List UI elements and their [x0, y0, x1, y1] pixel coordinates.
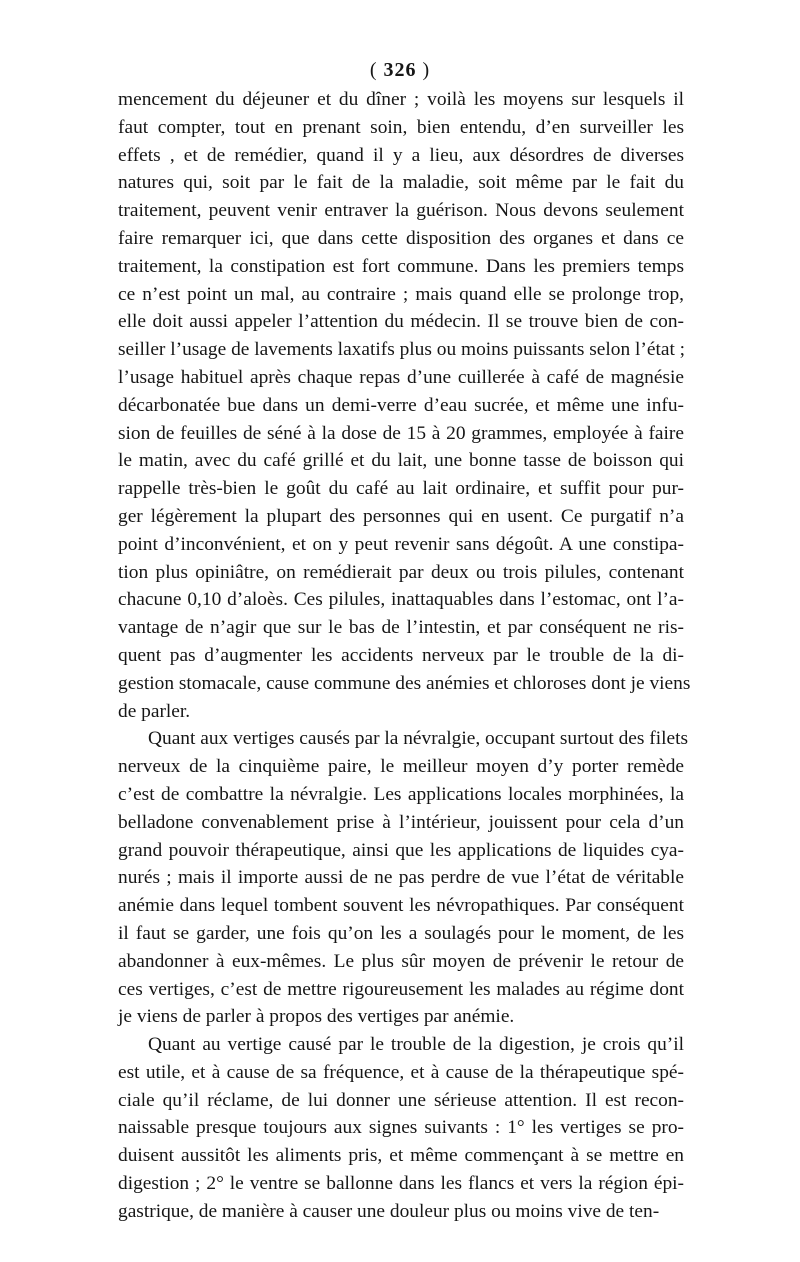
text-line: nurés ; mais il importe aussi de ne pas perdre de vue l’état de véritable — [118, 867, 684, 889]
page-number: ( 326 ) — [369, 59, 431, 81]
text-line: tion plus opiniâtre, on remédierait par deux ou trois pilules, contenant — [118, 561, 684, 583]
text-line: natures qui, soit par le fait de la maladie, soit même par le fait du — [118, 172, 684, 194]
text-line: c’est de combattre la névralgie. Les applications locales morphinées, la — [118, 783, 684, 805]
text-line: duisent aussitôt les aliments pris, et même commençant à se mettre en — [118, 1145, 684, 1167]
text-line: sion de feuilles de séné à la dose de 15 à 20 grammes, employée à faire — [118, 422, 684, 444]
text-line: traitement, la constipation est fort commune. Dans les premiers temps — [118, 255, 684, 277]
text-line: digestion ; 2° le ventre se ballonne dans les flancs et vers la région épi- — [118, 1173, 684, 1195]
text-line: rappelle très-bien le goût du café au lait ordinaire, et suffit pour pur- — [118, 478, 684, 500]
text-line: seiller l’usage de lavements laxatifs plus ou moins puissants selon l’état ; — [118, 339, 686, 361]
text-line: anémie dans lequel tombent souvent les névropathiques. Par conséquent — [118, 895, 684, 917]
text-line: vantage de n’agir que sur le bas de l’intestin, et par conséquent ne ris- — [118, 617, 684, 639]
text-line: elle doit aussi appeler l’attention du médecin. Il se trouve bien de con- — [118, 311, 684, 333]
text-line: gestion stomacale, cause commune des anémies et chloroses dont je viens — [118, 672, 691, 694]
paragraph — [118, 1031, 684, 1226]
text-line: faut compter, tout en prenant soin, bien entendu, d’en surveiller les — [118, 116, 684, 138]
text-line: décarbonatée bue dans un demi-verre d’eau sucrée, et même une infu- — [118, 394, 684, 416]
text-line: ces vertiges, c’est de mettre rigoureusement les malades au régime dont — [118, 978, 684, 1000]
text-line: chacune 0,10 d’aloès. Ces pilules, inattaquables dans l’estomac, ont l’a- — [118, 589, 684, 611]
text-line: naissable presque toujours aux signes suivants : 1° les vertiges se pro- — [118, 1117, 684, 1139]
text-line: est utile, et à cause de sa fréquence, et à cause de la thérapeutique spé- — [118, 1061, 684, 1083]
text-line: il faut se garder, une fois qu’on les a soulagés pour le moment, de les — [118, 922, 684, 944]
text-line: grand pouvoir thérapeutique, ainsi que les applications de liquides cya- — [118, 839, 684, 861]
text-line: ce n’est point un mal, au contraire ; mais quand elle se prolonge trop, — [118, 283, 684, 305]
text-line: ger légèrement la plupart des personnes qui en usent. Ce purgatif n’a — [118, 505, 684, 527]
paragraph — [118, 725, 689, 1031]
text-line: Quant au vertige causé par le trouble de la digestion, je crois qu’il — [148, 1034, 684, 1056]
text-line: belladone convenablement prise à l’intérieur, jouissent pour cela d’un — [118, 811, 684, 833]
text-line: point d’inconvénient, et on y peut revenir sans dégoût. A une constipa- — [118, 533, 684, 555]
paragraph — [118, 86, 691, 725]
text-line: mencement du déjeuner et du dîner ; voilà les moyens sur lesquels il — [118, 89, 684, 110]
page-number-value: 326 — [383, 59, 417, 81]
text-line: l’usage habituel après chaque repas d’une cuillerée à café de magnésie — [118, 366, 684, 388]
text-line: je viens de parler à propos des vertiges par anémie. — [118, 1006, 515, 1028]
text-line: le matin, avec du café grillé et du lait, une bonne tasse de boisson qui — [118, 450, 684, 472]
text-line: de parler. — [118, 700, 191, 722]
text-line: traitement, peuvent venir entraver la guérison. Nous devons seulement — [118, 200, 684, 222]
text-line: gastrique, de manière à causer une douleur plus ou moins vive de ten- — [118, 1200, 660, 1222]
text-line: ciale qu’il réclame, de lui donner une sérieuse attention. Il est recon- — [118, 1089, 684, 1111]
body-text — [118, 86, 691, 1226]
text-line: abandonner à eux-mêmes. Le plus sûr moyen de prévenir le retour de — [118, 950, 684, 972]
text-line: effets , et de remédier, quand il y a lieu, aux désordres de diverses — [118, 144, 684, 166]
text-line: quent pas d’augmenter les accidents nerveux par le trouble de la di- — [118, 644, 684, 666]
text-line: faire remarquer ici, que dans cette disposition des organes et dans ce — [118, 227, 684, 249]
text-line: nerveux de la cinquième paire, le meilleur moyen d’y porter remède — [118, 756, 684, 778]
text-line: Quant aux vertiges causés par la névralgie, occupant surtout des filets — [148, 728, 689, 750]
